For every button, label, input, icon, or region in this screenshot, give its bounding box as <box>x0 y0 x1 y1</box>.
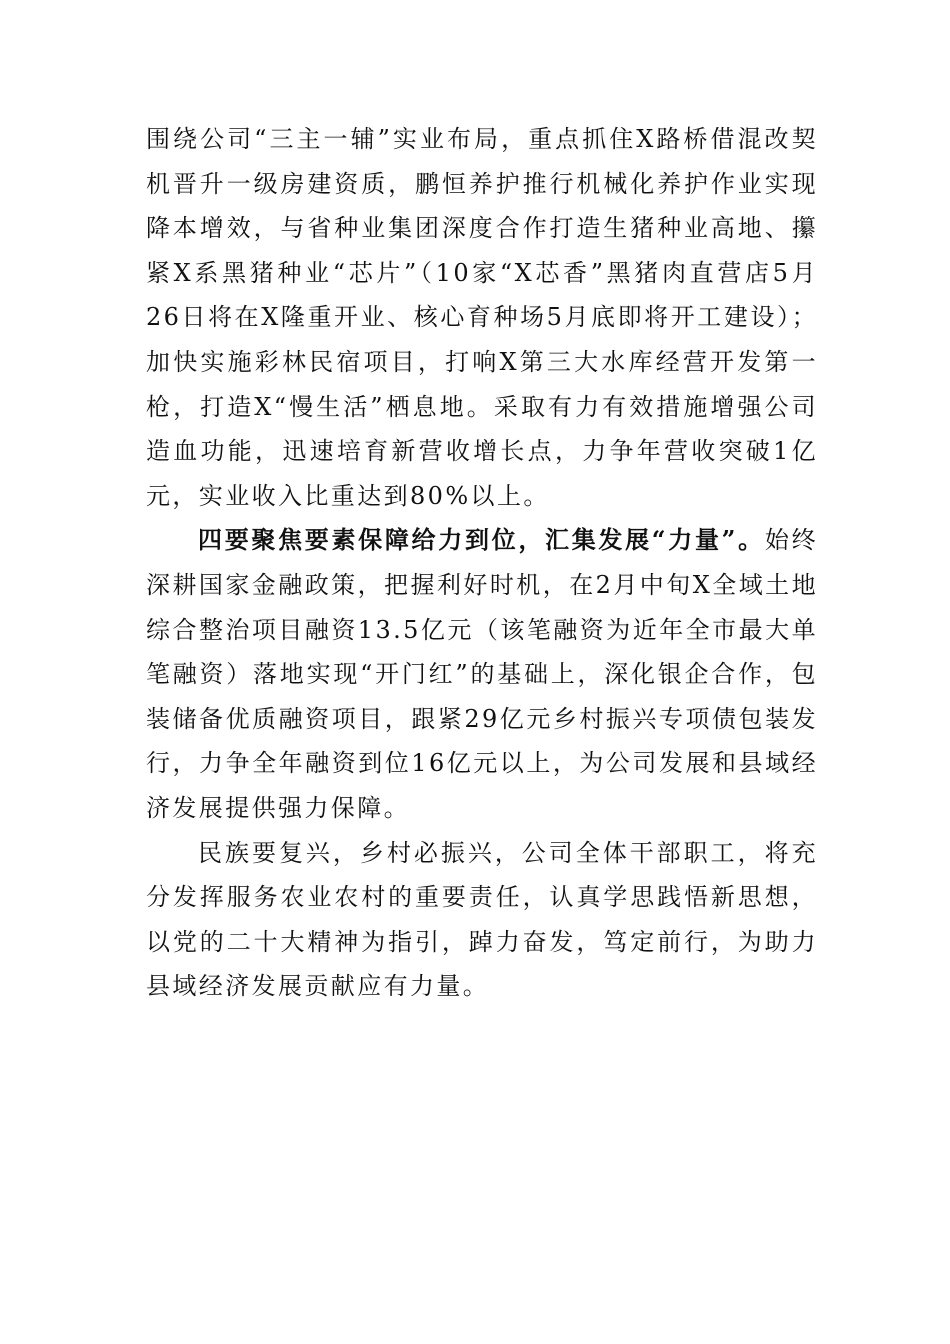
paragraph-continuation: 围绕公司“三主一辅”实业布局，重点抓住X路桥借混改契机晋升一级房建资质，鹏恒养护推行机械化养护作业实现降本增效，与省种业集团深度合作打造生猪种业高地、攥紧X系黑猪种业“芯片”（10家“X芯香”黑猪肉直营店5月26日将在X隆重开业、核心育种场5月底即将开工建设）；加快实施彩林民宿项目，打响X第三大水库经营开发第一枪，打造X“慢生活”栖息地。采取有力有效措施增强公司造血功能，迅速培育新营收增长点，力争年营收突破1亿元，实业收入比重达到80%以上。 <box>146 125 818 510</box>
section-four-body: 始终深耕国家金融政策，把握利好时机，在2月中旬X全域土地综合整治项目融资13.5亿元（该笔融资为近年全市最大单笔融资）落地实现“开门红”的基础上，深化银企合作，包装储备优质融资项目，跟紧29亿元乡村振兴专项债包装发行，力争全年融资到位16亿元以上，为公司发展和县域经济发展提供强力保障。 <box>146 526 818 822</box>
paragraph-section-four <box>146 518 818 830</box>
section-four-heading: 四要聚焦要素保障给力到位，汇集发展“力量”。 <box>198 525 765 555</box>
paragraph-conclusion: 民族要复兴，乡村必振兴，公司全体干部职工，将充分发挥服务农业农村的重要责任，认真学思践悟新思想，以党的二十大精神为指引，踔力奋发，笃定前行，为助力县域经济发展贡献应有力量。 <box>146 838 818 1001</box>
document-body <box>146 117 818 1009</box>
